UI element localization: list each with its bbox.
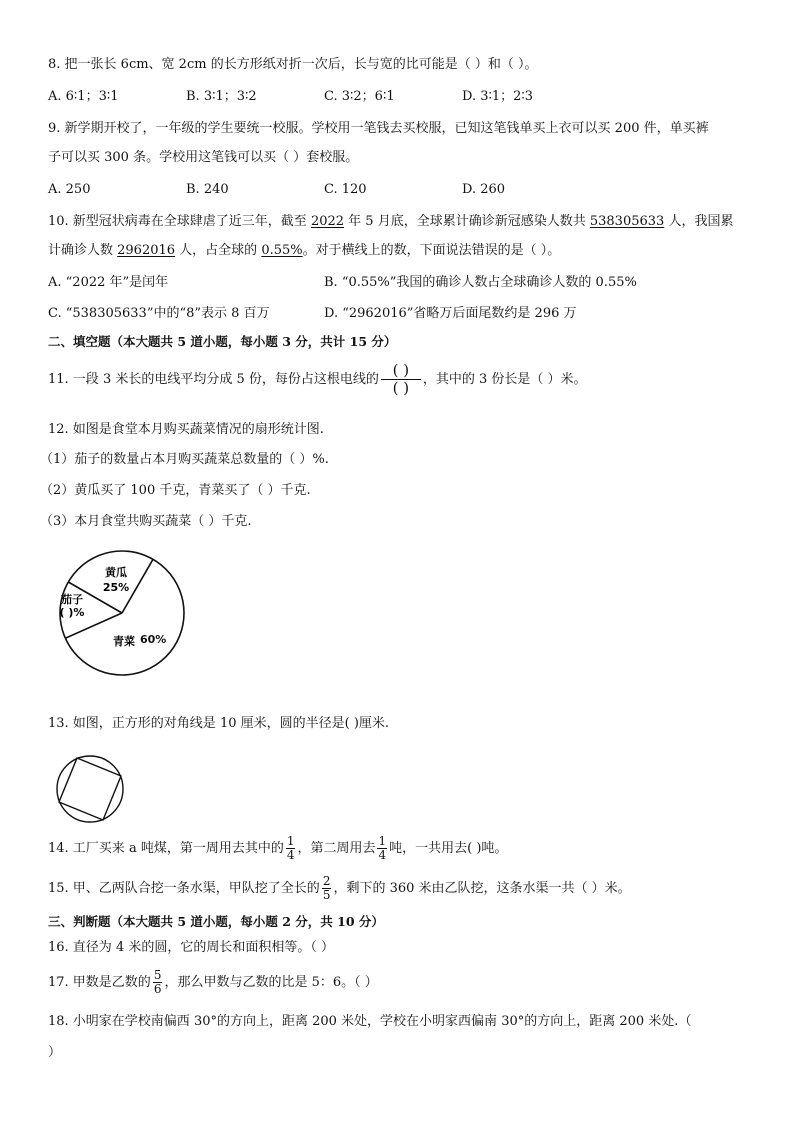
section-2-heading: 二、填空题（本大题共 5 道小题，每小题 3 分，共计 15 分） (48, 334, 397, 349)
q12-stem: 12. 如图是食堂本月购买蔬菜情况的扇形统计图. (48, 422, 324, 437)
q10-option-c[interactable]: C. “538305633”中的“8”表示 8 百万 (48, 306, 270, 321)
fraction-5-6: $\frac{5}{6}$ (153, 968, 162, 996)
q18-stem-line2: ） (48, 1045, 62, 1060)
q12-sub3: （3）本月食堂共购买蔬菜（ ）千克. (40, 514, 252, 529)
q8-option-c[interactable]: C. 3∶2；6∶1 (324, 89, 395, 104)
q15-stem: 15. 甲、乙两队合挖一条水渠，甲队挖了全长的 $\frac{2}{5}$ ，剩下的 360 米由乙队挖，这条水渠一共（ ）米。 (48, 874, 631, 902)
slice-label-greens: 青菜 (113, 635, 135, 648)
q14-stem: 14. 工厂买来 a 吨煤，第一周用去其中的 $\frac{1}{4}$ ，第二周用去 $\frac{1}{4}$ 吨，一共用去( )吨。 (48, 834, 508, 862)
q9-option-b[interactable]: B. 240 (186, 182, 229, 197)
q13-stem: 13. 如图，正方形的对角线是 10 厘米，圆的半径是( )厘米. (48, 716, 390, 731)
slice-label-cucumber: 黄瓜 (105, 566, 127, 579)
q9-stem-line2: 子可以买 300 条。学校用这笔钱可以买（ ）套校服。 (48, 150, 359, 165)
slice-value-eggplant: ( )% (59, 606, 85, 619)
q17-stem: 17. 甲数是乙数的 $\frac{5}{6}$ ，那么甲数与乙数的比是 5：6。（ ） (48, 968, 378, 996)
q8-option-b[interactable]: B. 3∶1；3∶2 (186, 89, 257, 104)
q10-stem-line1: 10. 新型冠状病毒在全球肆虐了近三年，截至 2022 年 5 月底，全球累计确诊新冠感染人数共 538305633 人，我国累 (48, 214, 734, 229)
q8-stem: 8. 把一张长 6cm、宽 2cm 的长方形纸对折一次后，长与宽的比可能是（ ）和（ ）。 (48, 57, 538, 72)
q12-sub2: （2）黄瓜买了 100 千克，青菜买了（ ）千克. (40, 483, 311, 498)
q10-stem-line2: 计确诊人数 2962016 人，占全球的 0.55%。对于横线上的数，下面说法错误的是（ ）。 (48, 243, 561, 258)
q9-option-a[interactable]: A. 250 (48, 182, 91, 197)
q9-option-c[interactable]: C. 120 (324, 182, 367, 197)
q8-option-d[interactable]: D. 3∶1；2∶3 (462, 89, 534, 104)
fraction-1-4: $\frac{1}{4}$ (286, 834, 295, 862)
q10-option-b[interactable]: B. “0.55%”我国的确诊人数占全球确诊人数的 0.55% (324, 275, 637, 290)
blank-fraction[interactable]: ( ) ( ) (381, 362, 421, 397)
q8-option-a[interactable]: A. 6∶1；3∶1 (48, 89, 119, 104)
q9-stem-line1: 9. 新学期开校了，一年级的学生要统一校服。学校用一笔钱去买校服，已知这笔钱单买上衣可以买 200 件，单买裤 (48, 121, 709, 136)
square-in-circle-figure (52, 753, 128, 825)
underlined-percent: 0.55% (261, 243, 303, 258)
fraction-2-5: $\frac{2}{5}$ (322, 874, 331, 902)
underlined-year: 2022 (310, 214, 345, 229)
q16-stem: 16. 直径为 4 米的圆，它的周长和面积相等。（ ） (48, 940, 334, 955)
fraction-1-4: $\frac{1}{4}$ (378, 834, 387, 862)
q18-stem-line1: 18. 小明家在学校南偏西 30°的方向上，距离 200 米处，学校在小明家西偏南 30°的方向上，距离 200 米处.（ (48, 1014, 692, 1029)
slice-value-cucumber: 25% (102, 581, 130, 594)
q11-stem: 11. 一段 3 米长的电线平均分成 5 份，每份占这根电线的 ( ) ( ) ，其中的 3 份长是（ ）米。 (48, 361, 587, 397)
underlined-china-count: 2962016 (117, 243, 176, 258)
slice-value-greens: 60% (140, 633, 167, 646)
underlined-total: 538305633 (589, 214, 665, 229)
q12-sub1: （1）茄子的数量占本月购买蔬菜总数量的（ ）%. (40, 452, 329, 467)
vegetable-pie-chart (44, 548, 200, 678)
q10-option-d[interactable]: D. “2962016”省略万后面尾数约是 296 万 (324, 306, 577, 321)
slice-label-eggplant: 茄子 (61, 593, 83, 606)
q9-option-d[interactable]: D. 260 (462, 182, 506, 197)
q10-option-a[interactable]: A. “2022 年”是闰年 (48, 275, 169, 290)
section-3-heading: 三、判断题（本大题共 5 道小题，每小题 2 分，共 10 分） (48, 914, 384, 929)
